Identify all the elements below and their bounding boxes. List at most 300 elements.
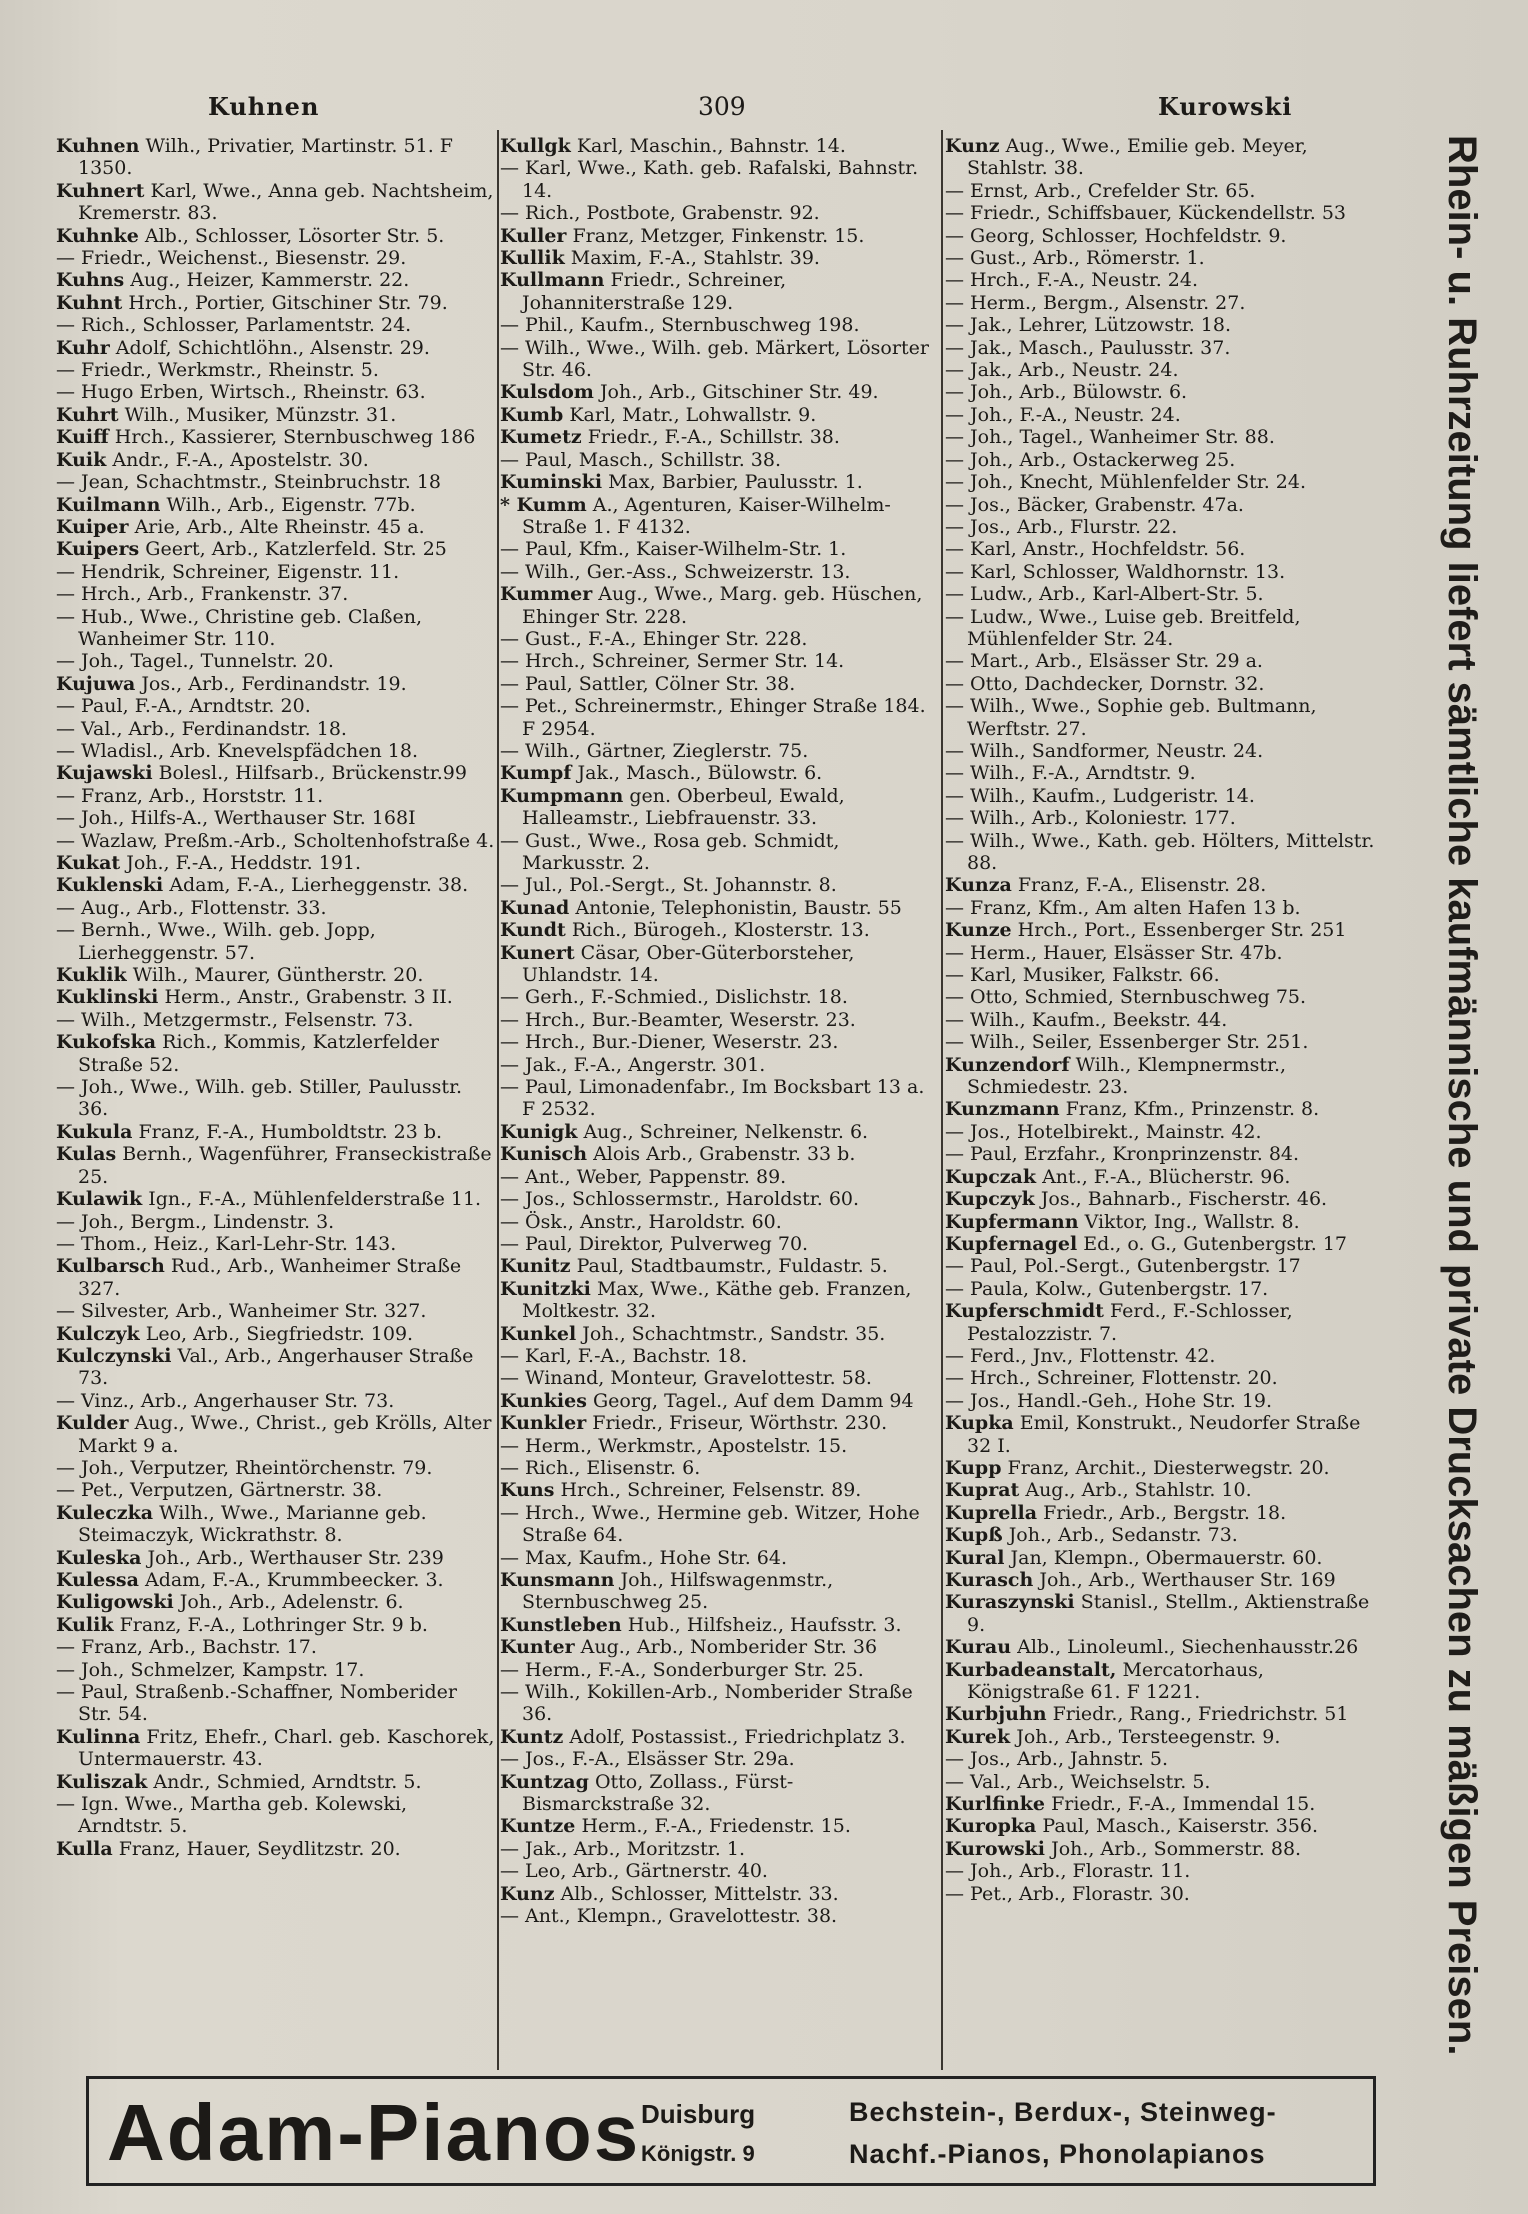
directory-entry xyxy=(56,1479,496,1501)
entry-details: — Paul, Straßenb.-Schaffner, Nomberider Str. 54. xyxy=(56,1681,457,1726)
directory-entry xyxy=(56,852,496,874)
directory-entry xyxy=(500,1838,940,1860)
directory-entry xyxy=(56,695,496,717)
directory-entry xyxy=(945,269,1377,291)
directory-entry xyxy=(945,673,1377,695)
entry-details: Geert, Arb., Katzlerfeld. Str. 25 xyxy=(145,538,447,561)
ad-brand: Adam-Pianos xyxy=(107,2088,641,2177)
directory-entry xyxy=(56,471,496,493)
directory-entry xyxy=(500,1233,940,1255)
entry-details: Franz, F.-A., Lothringer Str. 9 b. xyxy=(119,1613,428,1636)
entry-details: — Wilh., Metzgermstr., Felsenstr. 73. xyxy=(56,1008,414,1031)
directory-entry xyxy=(945,1748,1377,1770)
ad-line-2: Nachf.-Pianos, Phonolapianos xyxy=(849,2139,1266,2169)
entry-details: — Friedr., Werkmstr., Rheinstr. 5. xyxy=(56,359,379,382)
entry-details: — Jul., Pol.-Sergt., St. Johannstr. 8. xyxy=(500,874,837,897)
entry-details: — Joh., F.-A., Neustr. 24. xyxy=(945,403,1181,426)
entry-details: Hub., Hilfsheiz., Haufsstr. 3. xyxy=(627,1613,902,1636)
directory-entry xyxy=(945,225,1377,247)
entry-details: — Mart., Arb., Elsässer Str. 29 a. xyxy=(945,650,1263,673)
directory-entry xyxy=(500,1390,940,1412)
directory-entry xyxy=(945,381,1377,403)
entry-surname: Kunza xyxy=(945,874,1012,897)
entry-surname: Kujuwa xyxy=(56,672,136,695)
entry-details: — Wilh., Wwe., Sophie geb. Bultmann, Werftstr. 27. xyxy=(945,695,1317,740)
entry-surname: Kunitzki xyxy=(500,1277,591,1300)
entry-details: — Joh., Verputzer, Rheintörchenstr. 79. xyxy=(56,1456,433,1479)
entry-details: — Wilh., Wwe., Kath. geb. Hölters, Mittelstr. 88. xyxy=(945,829,1375,874)
directory-entry xyxy=(56,1031,496,1076)
entry-details: Franz, F.-A., Humboldtstr. 23 b. xyxy=(138,1120,443,1143)
directory-entry xyxy=(500,830,940,875)
entry-details: Jak., Masch., Bülowstr. 6. xyxy=(577,762,823,785)
entry-details: — Rich., Schlosser, Parlamentstr. 24. xyxy=(56,314,412,337)
directory-entry xyxy=(500,1905,940,1927)
directory-entry xyxy=(945,1367,1377,1389)
entry-surname: Kurbadeanstalt, xyxy=(945,1658,1117,1681)
entry-details: Alb., Schlosser, Mittelstr. 33. xyxy=(560,1882,839,1905)
directory-entry xyxy=(56,561,496,583)
entry-details: Fritz, Ehefr., Charl. geb. Kaschorek, Untermauerstr. 43. xyxy=(78,1725,495,1771)
entry-details: — Gust., F.-A., Ehinger Str. 228. xyxy=(500,627,808,650)
directory-entry xyxy=(945,874,1377,896)
entry-details: Wilh., Arb., Eigenstr. 77b. xyxy=(166,493,416,516)
directory-entry xyxy=(500,1188,940,1210)
entry-surname: Kulczynski xyxy=(56,1344,172,1367)
entry-details: Ferd., F.-Schlosser, Pestalozzistr. 7. xyxy=(967,1300,1293,1345)
directory-entry xyxy=(945,1502,1377,1524)
entry-surname: Kunstleben xyxy=(500,1613,622,1636)
entry-details: Antonie, Telephonistin, Baustr. 55 xyxy=(575,896,902,919)
directory-entry xyxy=(56,897,496,919)
entry-details: — Winand, Monteur, Gravelottestr. 58. xyxy=(500,1367,872,1390)
entry-details: — Ant., Klempn., Gravelottestr. 38. xyxy=(500,1905,838,1928)
directory-entry xyxy=(500,471,940,493)
directory-entry xyxy=(945,762,1377,784)
entry-details: — Wladisl., Arb. Knevelspfädchen 18. xyxy=(56,739,418,762)
directory-entry xyxy=(500,1166,940,1188)
entry-details: Max, Wwe., Käthe geb. Franzen, Moltkestr. 32. xyxy=(522,1277,912,1323)
entry-surname: Kukat xyxy=(56,852,121,874)
entry-surname: Kuller xyxy=(500,224,567,247)
directory-entry xyxy=(945,426,1377,448)
entry-details: Aug., Schreiner, Nelkenstr. 6. xyxy=(583,1120,869,1143)
entry-details: — Paul, Kfm., Kaiser-Wilhelm-Str. 1. xyxy=(500,538,847,561)
entry-details: Adolf, Postassist., Friedrichplatz 3. xyxy=(569,1725,906,1748)
entry-details: Joh., Arb., Sommerstr. 88. xyxy=(1051,1837,1302,1860)
entry-surname: Kulczyk xyxy=(56,1322,140,1345)
directory-entry xyxy=(56,404,496,426)
entry-surname: Kuklenski xyxy=(56,874,164,897)
entry-details: — Ernst, Arb., Crefelder Str. 65. xyxy=(945,179,1256,202)
directory-column-3 xyxy=(945,135,1377,2075)
directory-entry xyxy=(500,1121,940,1143)
directory-entry xyxy=(56,337,496,359)
entry-details: Herm., F.-A., Friedenstr. 15. xyxy=(581,1815,851,1838)
directory-entry xyxy=(945,1547,1377,1569)
entry-surname: Kumpmann xyxy=(500,784,624,807)
directory-entry xyxy=(56,1502,496,1547)
entry-details: Georg, Tagel., Auf dem Damm 94 xyxy=(592,1389,914,1412)
entry-details: — Hrch., Schreiner, Flottenstr. 20. xyxy=(945,1367,1278,1390)
directory-entry xyxy=(945,1211,1377,1233)
entry-surname: Kunsmann xyxy=(500,1569,615,1591)
entry-details: Hrch., Schreiner, Felsenstr. 89. xyxy=(560,1479,862,1502)
entry-surname: Kuleska xyxy=(56,1546,142,1569)
directory-entry xyxy=(56,1300,496,1322)
entry-details: Max, Barbier, Paulusstr. 1. xyxy=(608,471,863,494)
entry-details: Rich., Bürogeh., Klosterstr. 13. xyxy=(571,919,870,942)
directory-entry xyxy=(500,1211,940,1233)
entry-details: Franz, Archit., Diesterwegstr. 20. xyxy=(1007,1456,1330,1479)
entry-surname: Kuliszak xyxy=(56,1770,148,1793)
entry-surname: Kurek xyxy=(945,1725,1011,1748)
directory-entry xyxy=(945,830,1377,875)
entry-surname: Kupp xyxy=(945,1456,1002,1479)
directory-entry xyxy=(945,494,1377,516)
directory-entry xyxy=(945,740,1377,762)
entry-surname: Kurasch xyxy=(945,1569,1034,1591)
entry-details: Leo, Arb., Siegfriedstr. 109. xyxy=(145,1322,414,1345)
entry-details: — Herm., Hauer, Elsässer Str. 47b. xyxy=(945,941,1283,964)
directory-entry xyxy=(945,180,1377,202)
entry-details: — Paula, Kolw., Gutenbergstr. 17. xyxy=(945,1277,1269,1300)
header-last-entry: Kurowski xyxy=(1158,92,1293,121)
directory-entry xyxy=(945,292,1377,314)
directory-entry xyxy=(56,1009,496,1031)
entry-surname: Kunitz xyxy=(500,1255,571,1278)
directory-entry xyxy=(500,1031,940,1053)
entry-details: Hrch., Kassierer, Sternbuschweg 186 xyxy=(114,426,476,449)
entry-details: — Jos., Arb., Jahnstr. 5. xyxy=(945,1748,1169,1771)
directory-entry xyxy=(56,292,496,314)
directory-entry xyxy=(945,1883,1377,1905)
directory-entry xyxy=(56,807,496,829)
entry-surname: Kunz xyxy=(945,135,1000,157)
directory-entry xyxy=(56,673,496,695)
entry-surname: Kukula xyxy=(56,1120,133,1143)
directory-entry xyxy=(945,897,1377,919)
entry-details: — Ösk., Anstr., Haroldstr. 60. xyxy=(500,1210,782,1233)
entry-details: Aug., Arb., Stahlstr. 10. xyxy=(1025,1479,1252,1502)
entry-surname: Kulla xyxy=(56,1837,113,1860)
entry-details: Friedr., Arb., Bergstr. 18. xyxy=(1043,1501,1287,1524)
entry-details: Jan, Klempn., Obermauerstr. 60. xyxy=(1010,1546,1323,1569)
directory-entry xyxy=(945,1659,1377,1704)
entry-details: Hrch., Port., Essenberger Str. 251 xyxy=(1017,919,1347,942)
directory-entry xyxy=(56,1345,496,1390)
entry-surname: Kunzmann xyxy=(945,1098,1060,1121)
entry-surname: Kulinna xyxy=(56,1725,141,1748)
entry-details: — Gerh., F.-Schmied., Dislichstr. 18. xyxy=(500,986,848,1009)
entry-details: — Wilh., Kaufm., Beekstr. 44. xyxy=(945,1008,1228,1031)
entry-details: — Joh., Wwe., Wilh. geb. Stiller, Paulusstr. 36. xyxy=(56,1076,463,1121)
directory-entry xyxy=(500,1278,940,1323)
entry-details: Wilh., Musiker, Münzstr. 31. xyxy=(124,403,397,426)
directory-entry xyxy=(500,1367,940,1389)
entry-surname: Kunisch xyxy=(500,1143,588,1166)
directory-entry xyxy=(945,449,1377,471)
entry-details: Adolf, Schichtlöhn., Alsenstr. 29. xyxy=(115,336,430,359)
directory-entry xyxy=(945,1591,1377,1636)
entry-details: Alois Arb., Grabenstr. 33 b. xyxy=(593,1143,856,1166)
entry-details: Wilh., Privatier, Martinstr. 51. F 1350. xyxy=(78,135,453,180)
entry-surname: Kuhns xyxy=(56,269,125,292)
directory-entry xyxy=(56,583,496,605)
entry-surname: Kundt xyxy=(500,919,566,942)
entry-surname: Kukofska xyxy=(56,1031,157,1054)
directory-entry xyxy=(56,1838,496,1860)
directory-entry xyxy=(945,1860,1377,1882)
entry-details: Friedr., F.-A., Immendal 15. xyxy=(1051,1793,1316,1816)
directory-entry xyxy=(500,494,940,539)
directory-entry xyxy=(500,314,940,336)
piano-advert xyxy=(86,2076,1376,2186)
entry-details: Bernh., Wagenführer, Franseckistraße 25. xyxy=(78,1143,492,1188)
entry-details: Jos., Bahnarb., Fischerstr. 46. xyxy=(1040,1188,1328,1211)
entry-surname: Kunad xyxy=(500,896,570,919)
directory-entry xyxy=(56,1390,496,1412)
entry-details: Andr., Schmied, Arndtstr. 5. xyxy=(153,1770,422,1793)
entry-details: Friedr., Rang., Friedrichstr. 51 xyxy=(1052,1703,1349,1726)
directory-entry xyxy=(945,1524,1377,1546)
entry-details: — Rich., Elisenstr. 6. xyxy=(500,1456,701,1479)
directory-entry xyxy=(56,1412,496,1457)
entry-details: — Hrch., Schreiner, Sermer Str. 14. xyxy=(500,650,845,673)
entry-details: — Franz, Arb., Bachstr. 17. xyxy=(56,1636,317,1659)
entry-surname: Kupczak xyxy=(945,1165,1037,1188)
directory-entry xyxy=(500,202,940,224)
entry-surname: Kuntzag xyxy=(500,1770,589,1793)
entry-details: — Val., Arb., Weichselstr. 5. xyxy=(945,1770,1211,1793)
directory-entry xyxy=(500,1547,940,1569)
directory-entry xyxy=(56,180,496,225)
entry-details: Aug., Wwe., Marg. geb. Hüschen, Ehinger Str. 228. xyxy=(522,583,923,628)
entry-details: — Joh., Schmelzer, Kampstr. 17. xyxy=(56,1658,365,1681)
entry-details: Ed., o. G., Gutenbergstr. 17 xyxy=(1083,1232,1348,1255)
entry-details: — Joh., Bergm., Lindenstr. 3. xyxy=(56,1210,335,1233)
directory-entry xyxy=(500,942,940,987)
entry-details: — Paul, Direktor, Pulverweg 70. xyxy=(500,1232,809,1255)
entry-surname: Kunigk xyxy=(500,1120,578,1143)
entry-surname: Kujawski xyxy=(56,762,153,785)
entry-details: — Hrch., Bur.-Diener, Weserstr. 23. xyxy=(500,1031,839,1054)
entry-surname: Kunz xyxy=(500,1882,555,1905)
entry-details: Jos., Arb., Ferdinandstr. 19. xyxy=(141,672,407,695)
directory-entry xyxy=(56,762,496,784)
entry-details: — Wilh., Arb., Koloniestr. 177. xyxy=(945,807,1236,830)
entry-surname: Kunkel xyxy=(500,1322,577,1345)
entry-details: — Jak., Lehrer, Lützowstr. 18. xyxy=(945,314,1231,337)
entry-details: — Vinz., Arb., Angerhauser Str. 73. xyxy=(56,1389,395,1412)
entry-surname: Kulsdom xyxy=(500,381,594,404)
column-divider xyxy=(497,130,499,2070)
directory-entry xyxy=(500,695,940,740)
entry-details: — Jak., Arb., Neustr. 24. xyxy=(945,359,1179,382)
entry-details: Ign., F.-A., Mühlenfelderstraße 11. xyxy=(148,1188,482,1211)
entry-details: A., Agenturen, Kaiser-Wilhelm-Straße 1. F 4132. xyxy=(522,493,891,538)
directory-entry xyxy=(500,1435,940,1457)
directory-entry xyxy=(56,426,496,448)
directory-entry xyxy=(500,673,940,695)
entry-surname: Kuik xyxy=(56,448,107,471)
directory-entry xyxy=(945,1121,1377,1143)
entry-surname: Kulawik xyxy=(56,1188,143,1211)
entry-details: — Karl, Musiker, Falkstr. 66. xyxy=(945,964,1220,987)
directory-entry xyxy=(56,1323,496,1345)
directory-entry xyxy=(500,1143,940,1165)
entry-surname: Kuntze xyxy=(500,1815,576,1838)
directory-entry xyxy=(500,1659,940,1681)
entry-details: — Joh., Tagel., Wanheimer Str. 88. xyxy=(945,426,1275,449)
entry-details: — Hrch., Arb., Frankenstr. 37. xyxy=(56,583,349,606)
directory-entry xyxy=(56,606,496,651)
directory-entry xyxy=(56,874,496,896)
entry-details: Arie, Arb., Alte Rheinstr. 45 a. xyxy=(134,515,425,538)
entry-details: — Jak., Arb., Moritzstr. 1. xyxy=(500,1837,745,1860)
ad-street: Königstr. 9 xyxy=(641,2141,755,2166)
entry-details: — Karl, Anstr., Hochfeldstr. 56. xyxy=(945,538,1246,561)
page-header xyxy=(48,92,1398,132)
entry-surname: Kunzendorf xyxy=(945,1053,1070,1076)
directory-entry xyxy=(56,225,496,247)
entry-details: Adam, F.-A., Krummbeecker. 3. xyxy=(144,1569,444,1591)
directory-entry xyxy=(945,1143,1377,1165)
directory-entry xyxy=(500,1255,940,1277)
directory-entry xyxy=(500,381,940,403)
entry-details: — Gust., Wwe., Rosa geb. Schmidt, Markusstr. 2. xyxy=(500,829,840,874)
entry-surname: * Kumm xyxy=(500,493,587,516)
entry-details: Joh., Arb., Tersteegenstr. 9. xyxy=(1016,1725,1281,1748)
entry-surname: Kuns xyxy=(500,1479,555,1502)
entry-surname: Kullgk xyxy=(500,135,571,157)
entry-details: Alb., Linoleuml., Siechenhausstr.26 xyxy=(1017,1636,1359,1659)
directory-entry xyxy=(945,471,1377,493)
directory-entry xyxy=(945,1009,1377,1031)
entry-details: Aug., Arb., Nomberider Str. 36 xyxy=(580,1636,878,1659)
directory-entry xyxy=(500,919,940,941)
entry-details: Joh., Arb., Werthauser Str. 169 xyxy=(1039,1569,1336,1591)
directory-entry xyxy=(56,135,496,180)
entry-surname: Kummer xyxy=(500,583,593,606)
directory-entry xyxy=(500,583,940,628)
directory-entry xyxy=(500,449,940,471)
directory-entry xyxy=(500,785,940,830)
entry-details: — Paul, F.-A., Arndtstr. 20. xyxy=(56,695,311,718)
entry-details: — Wilh., Seiler, Essenberger Str. 251. xyxy=(945,1031,1309,1054)
entry-details: — Jak., Masch., Paulusstr. 37. xyxy=(945,336,1231,359)
entry-details: Emil, Konstrukt., Neudorfer Straße 32 I. xyxy=(967,1412,1361,1457)
directory-entry xyxy=(945,1031,1377,1053)
directory-entry xyxy=(945,1233,1377,1255)
entry-details: Wilh., Klempnermstr., Schmiedestr. 23. xyxy=(967,1053,1287,1099)
entry-details: — Friedr., Schiffsbauer, Kückendellstr. 53 xyxy=(945,202,1347,225)
entry-details: — Max, Kaufm., Hohe Str. 64. xyxy=(500,1546,788,1569)
entry-surname: Kuhrt xyxy=(56,403,119,426)
directory-entry xyxy=(945,1771,1377,1793)
directory-entry xyxy=(945,314,1377,336)
entry-details: Joh., F.-A., Heddstr. 191. xyxy=(126,852,362,874)
directory-entry xyxy=(945,606,1377,651)
directory-entry xyxy=(945,247,1377,269)
entry-surname: Kullik xyxy=(500,247,565,270)
entry-details: Aug., Wwe., Christ., geb Krölls, Alter Markt 9 a. xyxy=(78,1412,492,1457)
entry-details: — Ludw., Wwe., Luise geb. Breitfeld, Mühlenfelder Str. 24. xyxy=(945,605,1301,650)
directory-entry xyxy=(56,359,496,381)
entry-details: Joh., Arb., Sedanstr. 73. xyxy=(1008,1524,1238,1547)
entry-details: Otto, Zollass., Fürst-Bismarckstraße 32. xyxy=(522,1770,794,1816)
entry-details: Hrch., Portier, Gitschiner Str. 79. xyxy=(128,291,448,314)
entry-details: — Wilh., Kokillen-Arb., Nomberider Straße 36. xyxy=(500,1681,913,1726)
directory-entry xyxy=(56,1547,496,1569)
entry-details: — Jos., Schlossermstr., Haroldstr. 60. xyxy=(500,1188,860,1211)
directory-entry xyxy=(945,1815,1377,1837)
entry-details: — Hub., Wwe., Christine geb. Claßen, Wanheimer Str. 110. xyxy=(56,605,423,650)
entry-surname: Kuklik xyxy=(56,964,127,987)
directory-entry xyxy=(56,919,496,964)
entry-surname: Kulder xyxy=(56,1412,129,1435)
entry-surname: Kuiper xyxy=(56,515,129,538)
entry-details: — Jos., Arb., Flurstr. 22. xyxy=(945,515,1178,538)
directory-entry xyxy=(56,740,496,762)
entry-details: — Aug., Arb., Flottenstr. 33. xyxy=(56,896,327,919)
directory-entry xyxy=(945,1345,1377,1367)
entry-surname: Kuhr xyxy=(56,336,110,359)
directory-entry xyxy=(56,1233,496,1255)
directory-entry xyxy=(945,942,1377,964)
column-divider xyxy=(941,130,943,2070)
entry-surname: Kuminski xyxy=(500,471,603,494)
directory-entry xyxy=(500,1614,940,1636)
directory-entry xyxy=(500,897,940,919)
directory-entry xyxy=(500,1323,940,1345)
directory-entry xyxy=(56,516,496,538)
entry-surname: Kullmann xyxy=(500,269,605,292)
directory-entry xyxy=(500,1479,940,1501)
directory-entry xyxy=(500,1883,940,1905)
entry-surname: Kurbjuhn xyxy=(945,1703,1047,1726)
entry-details: Andr., F.-A., Apostelstr. 30. xyxy=(112,448,369,471)
entry-details: — Jos., F.-A., Elsässer Str. 29a. xyxy=(500,1748,795,1771)
entry-details: Karl, Matr., Lohwallstr. 9. xyxy=(569,403,817,426)
entry-details: — Hrch., Bur.-Beamter, Weserstr. 23. xyxy=(500,1008,856,1031)
entry-details: — Thom., Heiz., Karl-Lehr-Str. 143. xyxy=(56,1232,397,1255)
directory-entry xyxy=(500,225,940,247)
directory-entry xyxy=(500,1076,940,1121)
entry-surname: Kuilmann xyxy=(56,493,161,516)
directory-entry xyxy=(945,135,1377,180)
entry-details: Rich., Kommis, Katzlerfelder Straße 52. xyxy=(78,1031,439,1076)
entry-surname: Kuropka xyxy=(945,1815,1037,1838)
entry-details: — Friedr., Weichenst., Biesenstr. 29. xyxy=(56,247,407,270)
entry-surname: Kupferschmidt xyxy=(945,1300,1104,1323)
entry-surname: Kunkler xyxy=(500,1412,587,1435)
directory-entry xyxy=(56,1636,496,1658)
entry-details: — Jos., Bäcker, Grabenstr. 47a. xyxy=(945,493,1244,516)
directory-entry xyxy=(500,404,940,426)
directory-entry xyxy=(56,1614,496,1636)
entry-details: Franz, Metzger, Finkenstr. 15. xyxy=(572,224,865,247)
directory-entry xyxy=(945,1098,1377,1120)
directory-entry xyxy=(500,1681,940,1726)
directory-entry xyxy=(945,1255,1377,1277)
directory-entry xyxy=(56,718,496,740)
directory-entry xyxy=(56,1211,496,1233)
entry-details: — Otto, Dachdecker, Dornstr. 32. xyxy=(945,672,1265,695)
directory-entry xyxy=(56,1188,496,1210)
entry-details: — Ant., Weber, Pappenstr. 89. xyxy=(500,1165,787,1188)
directory-entry xyxy=(500,1748,940,1770)
